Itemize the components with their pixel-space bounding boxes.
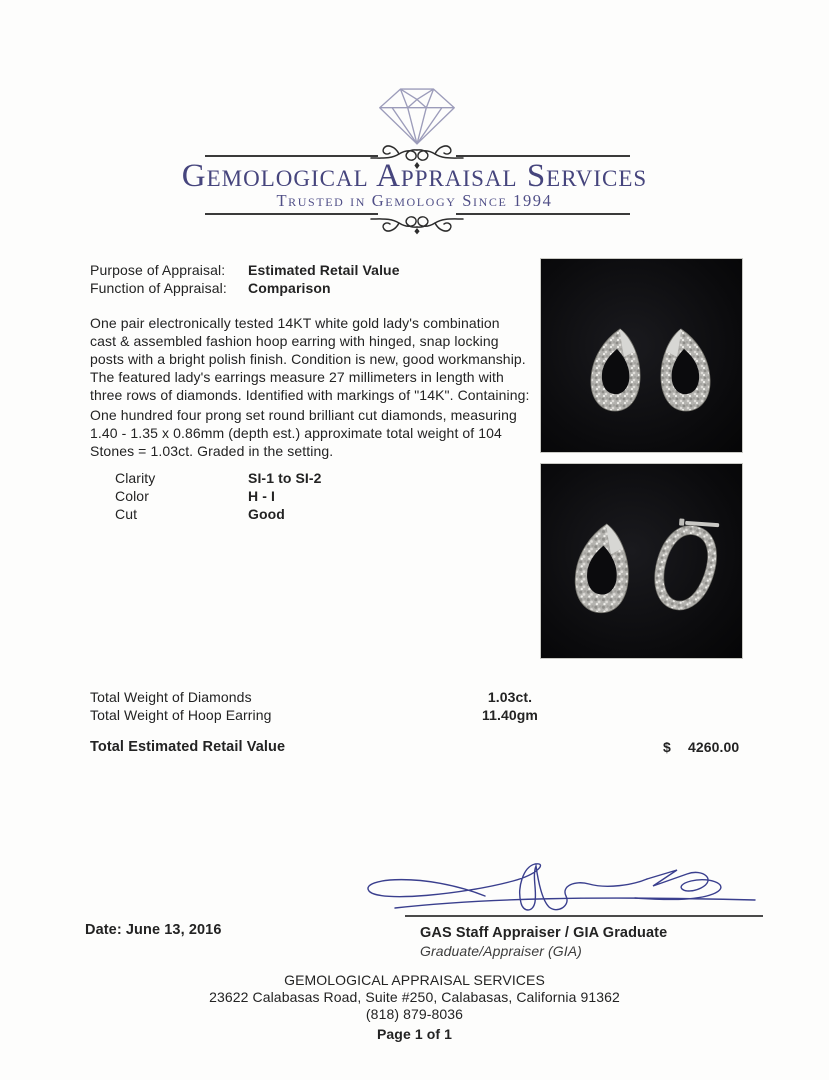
appraiser-title: GAS Staff Appraiser / GIA Graduate [420,925,668,941]
header-rule2-right [456,213,630,215]
total-earring-weight-value: 11.40gm [482,707,538,723]
grading-row-label: Cut [115,506,138,522]
purpose-value: Estimated Retail Value [248,262,400,278]
total-earring-weight-label: Total Weight of Hoop Earring [90,707,272,723]
scroll-flourish-bottom-icon [369,206,465,236]
brand-name: Gemological Appraisal Services [181,158,648,194]
currency-symbol: $ [663,739,671,755]
appraiser-credentials: Graduate/Appraiser (GIA) [420,943,582,959]
grading-row-value: SI-1 to SI-2 [248,470,322,486]
item-photo-side-view [540,463,743,659]
header-rule-right [456,155,630,157]
header-rule2-left [205,213,378,215]
total-retail-value-amount: 4260.00 [688,739,740,755]
total-retail-value-label: Total Estimated Retail Value [90,739,286,755]
total-diamonds-value: 1.03ct. [487,689,533,705]
total-diamonds-label: Total Weight of Diamonds [90,689,252,705]
footer-phone: (818) 879-8036 [365,1006,464,1022]
description-line: posts with a bright polish finish. Condition is new, good workmanship. [90,351,526,367]
signature-rule [405,915,763,917]
appraisal-date: Date: June 13, 2016 [85,922,222,938]
diamond-details-line: 1.40 - 1.35 x 0.86mm (depth est.) approximate total weight of 104 [90,425,502,441]
item-description [90,314,550,404]
purpose-label: Purpose of Appraisal: [90,262,226,278]
function-value: Comparison [248,280,331,296]
footer-address: 23622 Calabasas Road, Suite #250, Calabasas, California 91362 [209,989,620,1005]
grading-row-value: H - I [248,488,275,504]
brand-tagline: Trusted in Gemology Since 1994 [276,191,553,210]
diamond-logo-icon [373,86,461,146]
header-rule-left [205,155,378,157]
description-line: The featured lady's earrings measure 27 millimeters in length with [90,369,504,385]
grading-table [0,469,540,529]
grading-row-label: Color [115,488,149,504]
appraiser-signature [335,856,765,918]
function-label: Function of Appraisal: [90,280,227,296]
page-number: Page 1 of 1 [376,1026,453,1042]
footer-company: GEMOLOGICAL APPRAISAL SERVICES [284,972,545,988]
description-line: cast & assembled fashion hoop earring with hinged, snap locking [90,333,499,349]
grading-row-value: Good [248,506,285,522]
grading-row-label: Clarity [115,470,156,486]
diamond-details-line: Stones = 1.03ct. Graded in the setting. [90,443,334,459]
diamond-details [90,406,550,460]
diamond-details-line: One hundred four prong set round brilliant cut diamonds, measuring [90,407,517,423]
description-line: One pair electronically tested 14KT white gold lady's combination [90,315,500,331]
description-line: three rows of diamonds. Identified with markings of "14K". Containing: [90,387,530,403]
item-photo-front-pair [540,258,743,453]
